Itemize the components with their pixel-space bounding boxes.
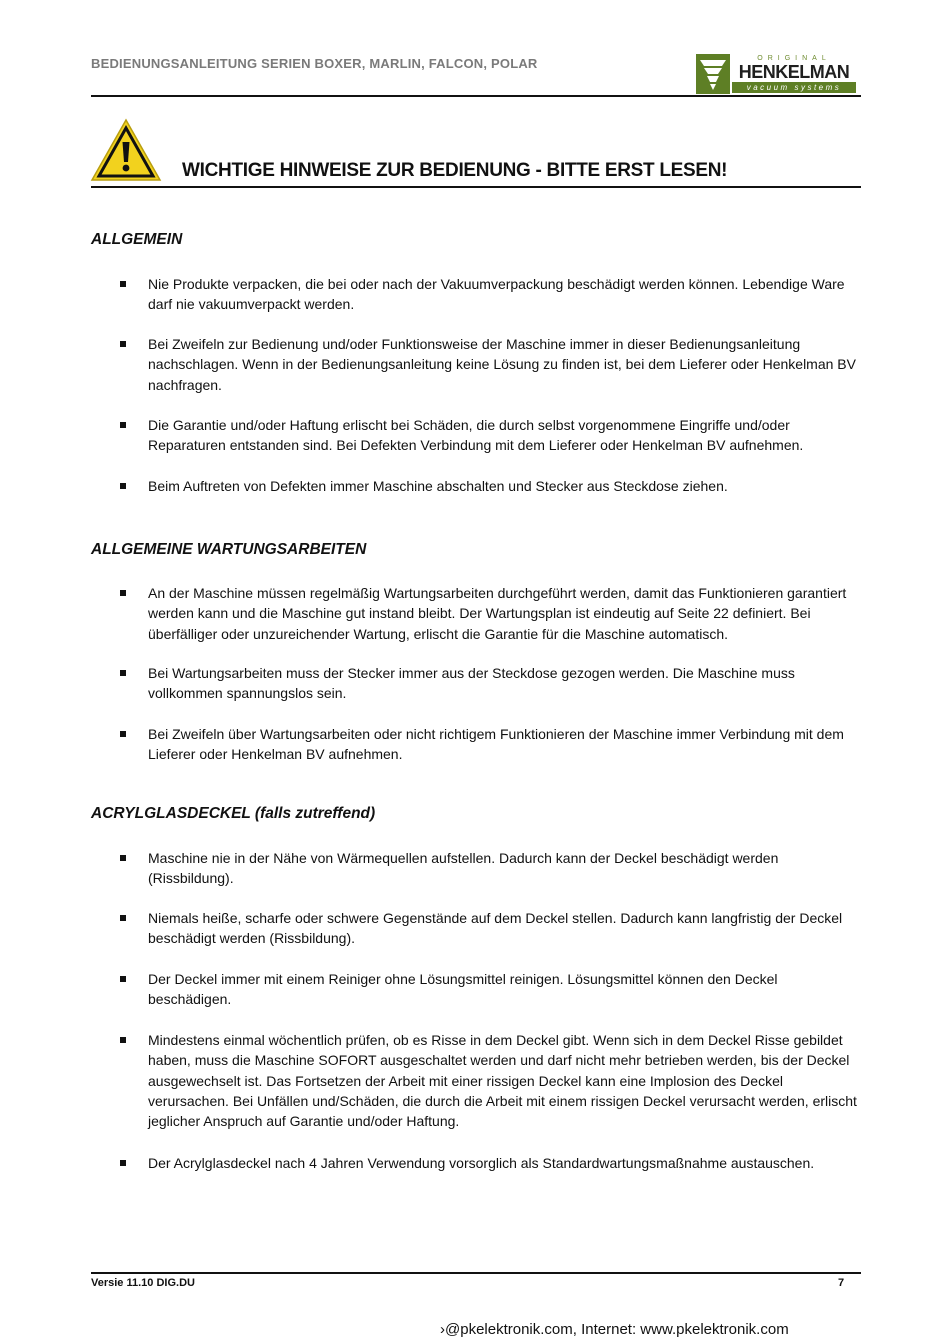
header-divider xyxy=(91,95,861,97)
list-item-text: Bei Zweifeln über Wartungsarbeiten oder nicht richtigem Funktionieren der Maschine immer Verbindung mit dem Lieferer oder Henkelman BV aufnehmen. xyxy=(148,726,844,763)
henkelman-logo xyxy=(696,54,858,94)
warning-triangle-icon xyxy=(90,118,162,182)
bullet-icon xyxy=(120,855,126,861)
document-header-title: BEDIENUNGSANLEITUNG SERIEN BOXER, MARLIN, FALCON, POLAR xyxy=(91,56,538,71)
bullet-icon xyxy=(120,670,126,676)
list-item-text: An der Maschine müssen regelmäßig Wartungsarbeiten durchgeführt werden, damit das Funktionieren garantiert werden kann und die Maschine gut instand bleibt. Der Wartungsplan ist eindeutig auf Seite 22 definiert. Bei überfälliger oder unzureichender Wartung, erlischt die Garantie für die Maschine automatisch. xyxy=(148,585,847,642)
list-item-text: Nie Produkte verpacken, die bei oder nach der Vakuumverpackung beschädigt werden können. Lebendige Ware darf nie vakuumverpackt werden. xyxy=(148,276,845,313)
list-item-text: Der Acrylglasdeckel nach 4 Jahren Verwendung vorsorglich als Standardwartungsmaßnahme austauschen. xyxy=(148,1155,815,1171)
title-divider xyxy=(91,186,861,188)
list-item-text: Beim Auftreten von Defekten immer Maschine abschalten und Stecker aus Steckdose ziehen. xyxy=(148,478,728,494)
list-item xyxy=(118,583,860,644)
list-item-text: Bei Zweifeln zur Bedienung und/oder Funktionsweise der Maschine immer in dieser Bedienungsanleitung nachschlagen. Wenn in der Bedienungsanleitung keine Lösung zu finden ist, bei dem Lieferer oder Henkelman BV nachfragen. xyxy=(148,336,856,393)
bullet-icon xyxy=(120,281,126,287)
list-item xyxy=(118,334,860,395)
list-item xyxy=(118,415,860,456)
list-item xyxy=(118,476,860,496)
bullet-icon xyxy=(120,590,126,596)
contact-line: ›@pkelektronik.com, Internet: www.pkelektronik.com xyxy=(440,1321,789,1338)
list-item-text: Niemals heiße, scharfe oder schwere Gegenstände auf dem Deckel stellen. Dadurch kann langfristig der Deckel beschädigt werden (Rissbildung). xyxy=(148,910,843,947)
vacuum-spiral-logo-icon xyxy=(696,54,730,94)
list-item-text: Der Deckel immer mit einem Reiniger ohne Lösungsmittel reinigen. Lösungsmittel können den Deckel beschädigen. xyxy=(148,971,778,1008)
list-item xyxy=(118,663,860,704)
bullet-icon xyxy=(120,422,126,428)
list-item xyxy=(118,724,860,765)
list-item-text: Maschine nie in der Nähe von Wärmequellen aufstellen. Dadurch kann der Deckel beschädigt werden (Rissbildung). xyxy=(148,850,779,887)
list-item xyxy=(118,1030,860,1131)
bullet-icon xyxy=(120,976,126,982)
bullet-icon xyxy=(120,1160,126,1166)
bullet-icon xyxy=(120,915,126,921)
footer-version: Versie 11.10 DIG.DU xyxy=(91,1277,195,1289)
bullet-icon xyxy=(120,483,126,489)
list-item-text: Bei Wartungsarbeiten muss der Stecker immer aus der Steckdose gezogen werden. Die Maschine muss vollkommen spannungslos sein. xyxy=(148,665,795,702)
section-heading-wartungsarbeiten: ALLGEMEINE WARTUNGSARBEITEN xyxy=(91,541,367,558)
bullet-icon xyxy=(120,1037,126,1043)
list-item xyxy=(118,908,860,949)
list-item xyxy=(118,274,860,315)
footer-divider xyxy=(91,1272,861,1274)
section-heading-acrylglasdeckel: ACRYLGLASDECKEL (falls zutreffend) xyxy=(91,805,376,822)
list-item-text: Die Garantie und/oder Haftung erlischt bei Schäden, die durch selbst vorgenommene Eingriffe und/oder Reparaturen entstanden sind. Bei Defekten Verbindung mit dem Lieferer oder Henkelman BV aufnehmen. xyxy=(148,417,804,454)
logo-brand-text: HENKELMAN xyxy=(738,62,850,82)
list-item xyxy=(118,848,860,889)
page-title: WICHTIGE HINWEISE ZUR BEDIENUNG - BITTE ERST LESEN! xyxy=(182,160,728,181)
logo-original-text: ORIGINAL xyxy=(757,55,831,62)
list-item xyxy=(118,1153,860,1173)
list-item xyxy=(118,969,860,1010)
footer-page-number: 7 xyxy=(838,1277,845,1289)
list-item-text: Mindestens einmal wöchentlich prüfen, ob es Risse in dem Deckel gibt. Wenn sich in dem Deckel Risse gebildet haben, muss die Maschine SOFORT ausgeschaltet werden und darf nicht mehr betrieben werden, bis der Deckel ausgewechselt ist. Das Fortsetzen der Arbeit mit einer rissigen Deckel kann eine Implosion des Deckel verursachen. Bei Unfällen und/Schäden, die durch die Arbeit mit einem rissigen Deckel verursacht werden, erlischt jeglicher Anspruch auf Garantie und/oder Haftung. xyxy=(148,1032,857,1130)
logo-tagline-text: vacuum systems xyxy=(732,82,856,93)
bullet-icon xyxy=(120,341,126,347)
section-heading-allgemein: ALLGEMEIN xyxy=(91,231,183,248)
bullet-icon xyxy=(120,731,126,737)
